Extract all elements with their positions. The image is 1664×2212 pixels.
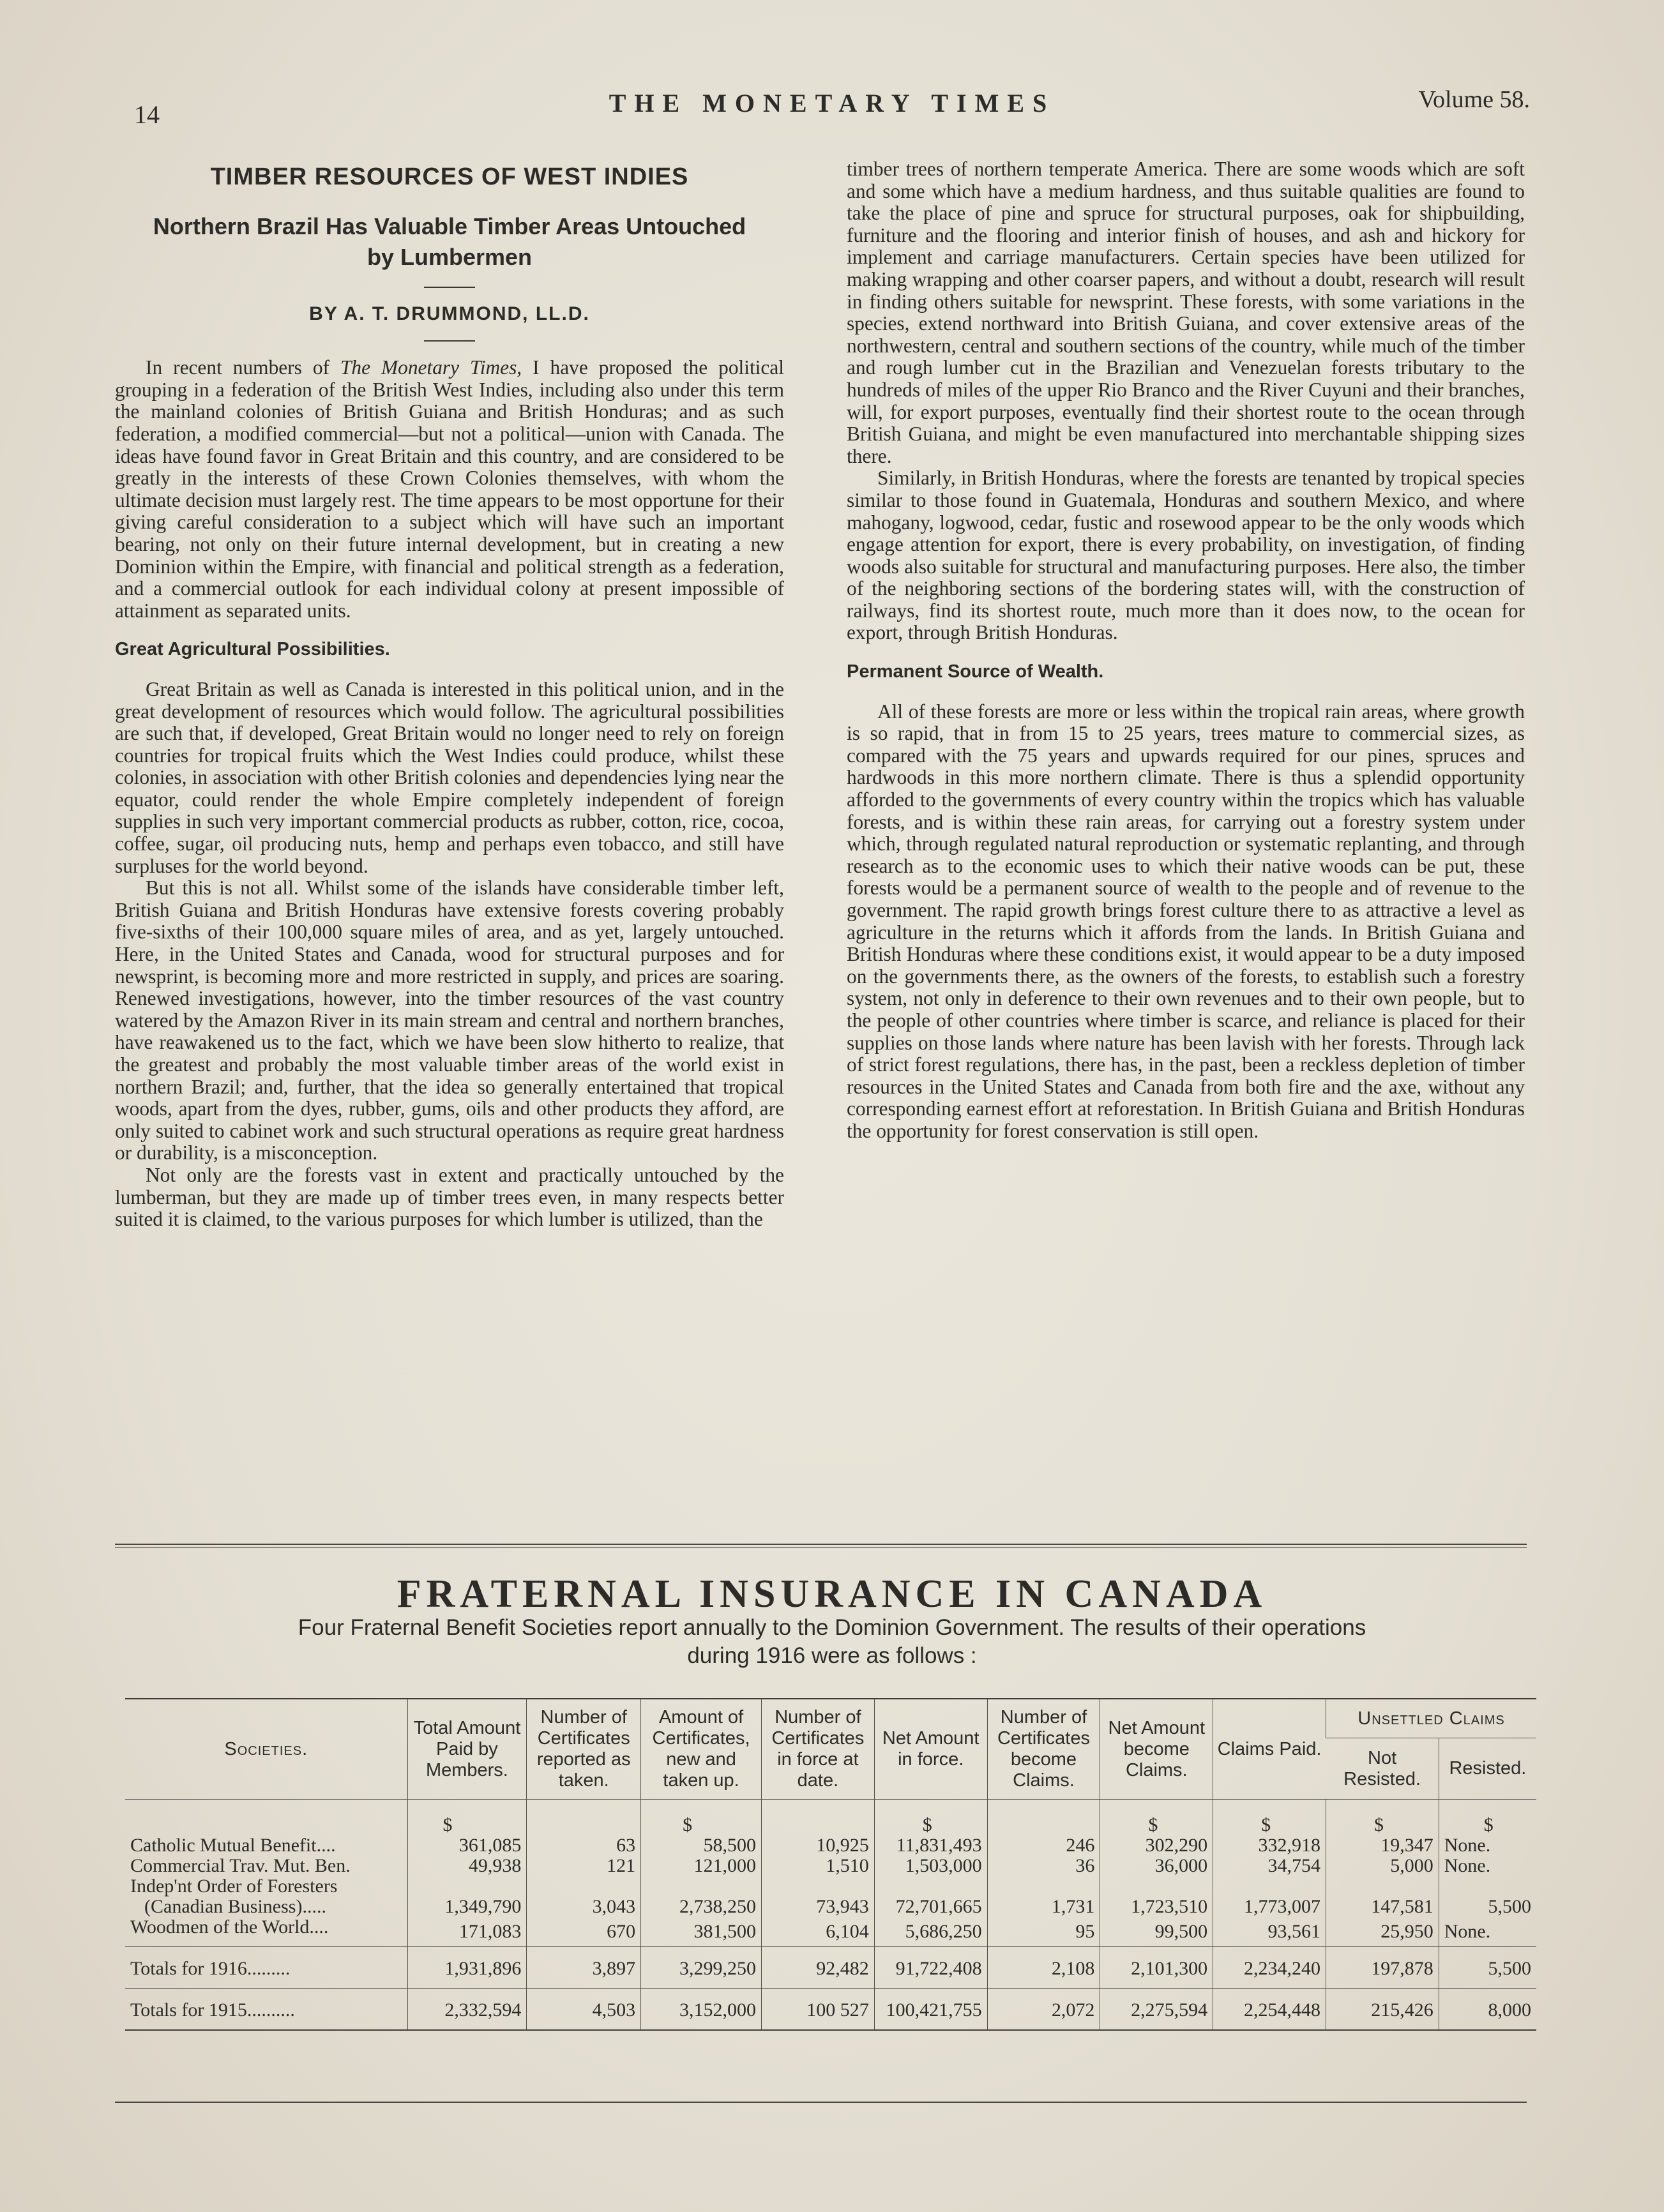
currency-symbol: $ (874, 1800, 987, 1836)
cell-resisted: None. (1439, 1856, 1536, 1876)
cell-num-claims: 1,731 (987, 1897, 1100, 1917)
cell-total-paid: 2,332,594 (407, 1989, 527, 2031)
cell-net-claims: 2,101,300 (1100, 1947, 1213, 1989)
currency-blank (761, 1800, 874, 1836)
cell-num-force: 6,104 (761, 1917, 874, 1947)
article-left-column (115, 158, 784, 1231)
cell-net-claims: 2,275,594 (1100, 1989, 1213, 2031)
cell-num-claims: 36 (987, 1856, 1100, 1876)
table-row (125, 1876, 1536, 1897)
page-number: 14 (134, 100, 160, 129)
paragraph-permanent-wealth: All of these forests are more or less within the tropical rain areas, where growth is so rapid, that in from 15 to 25 years, trees mature to commercial sizes, as compared with the 75 years and upwards required for our pines, spruces and hardwoods in this more northern climate. There is thus a splendid opportunity afforded to the governments of every country within the tropics which has valuable forests, and is within these rain areas, for carrying out a forestry system under which, through regulated natural reproduction or systematic replanting, and through research as to the economic uses to which their native woods can be put, these forests would be a permanent source of wealth to the people and of revenue to the government. The rapid growth brings forest culture there to as attractive a level as agriculture in the returns which it affords from the lands. In British Guiana and British Honduras where these conditions exist, it would appear to be a duty imposed on the governments there, as the owners of the forests, to establish such a forestry system, not only in deference to their own revenues and to their own people, but to the people of other countries where timber is scarce, and reliance is placed for their supplies on those lands where nature has been lavish with her forests. Through lack of strict forest regulations, there has, in the past, been a reckless depletion of timber resources in the United States and Canada from both fire and the axe, without any corresponding earnest effort at reforestation. In British Guiana and British Honduras the opportunity for forest conservation is still open. (847, 700, 1525, 1142)
cell-num-taken: 3,897 (527, 1947, 641, 1989)
section-heading-agricultural: Great Agricultural Possibilities. (115, 639, 390, 660)
cell-total-paid: 361,085 (407, 1835, 527, 1856)
currency-row (125, 1800, 1536, 1836)
totals-label: Totals for 1916......... (125, 1947, 407, 1989)
cell-not-resisted: 197,878 (1326, 1947, 1439, 1989)
currency-blank (987, 1800, 1100, 1836)
cell-claims-paid: 1,773,007 (1213, 1897, 1326, 1917)
cell-claims-paid: 93,561 (1213, 1917, 1326, 1947)
cell-claims-paid: 34,754 (1213, 1856, 1326, 1876)
volume-label: Volume 58. (1418, 86, 1530, 113)
cell-resisted: 8,000 (1439, 1989, 1536, 2031)
cell-num-claims: 246 (987, 1835, 1100, 1856)
cell-num-force: 92,482 (761, 1947, 874, 1989)
society-name: Catholic Mutual Benefit.... (130, 1835, 336, 1856)
table-row (125, 1835, 1536, 1856)
currency-blank (527, 1800, 641, 1836)
fraternal-subtitle-line-2: during 1916 were as follows : (687, 1643, 977, 1668)
cell-claims-paid (1213, 1876, 1326, 1897)
section-heading-wealth: Permanent Source of Wealth. (847, 661, 1104, 682)
cell-amount (641, 1876, 762, 1897)
table-row (125, 1917, 1536, 1947)
paragraph-british-honduras: Similarly, in British Honduras, where the forests are tenanted by tropical species similar to those found in Guatemala, Honduras and southern Mexico, and where mahogany, logwood, cedar, fustic and rosewood appear to be the only woods which engage attention for export, there is every probability, on investigation, of finding woods also suitable for structural and manufacturing purposes. Here also, the timber of the neighboring sections of the bordering states will, with the construction of railways, find its shortest route, much more than it does now, to the ocean for export, through British Honduras. (847, 467, 1525, 644)
article-subtitle: Northern Brazil Has Valuable Timber Areas Untouched by Lumbermen (153, 213, 746, 270)
cell-amount: 2,738,250 (641, 1897, 762, 1917)
cell-resisted (1439, 1876, 1536, 1897)
cell-total-paid (407, 1876, 527, 1897)
fraternal-insurance-table (125, 1698, 1536, 2031)
col-header-net-force: Net Amount in force. (874, 1699, 987, 1800)
col-header-num-claims: Number of Certificates become Claims. (987, 1699, 1100, 1800)
bottom-rule (115, 2102, 1527, 2103)
cell-amount: 121,000 (641, 1856, 762, 1876)
intro-text-b: I have proposed the political grouping in a federation of the British West Indies, including also under this term the mainland colonies of British Guiana and British Honduras; and as such federation, a modified commercial—but not a political—union with Canada. The ideas have found favor in Great Britain and this country, and are considered to be greatly in the interests of these Crown Colonies themselves, with whom the ultimate decision must largely rest. The time appears to be most opportune for their giving careful consideration to a subject which will have such an important bearing, not only on their future internal development, but in creating a new Dominion within the Empire, with financial and political strength as a federation, and a commercial outlook for each individual colony at present impossible of attainment as separated units. (115, 356, 784, 622)
intro-text-a: In recent numbers of (146, 356, 340, 379)
cell-amount: 381,500 (641, 1917, 762, 1947)
cell-net-force: 1,503,000 (874, 1856, 987, 1876)
currency-symbol: $ (1213, 1800, 1326, 1836)
article-right-column (847, 158, 1525, 1143)
cell-num-force: 73,943 (761, 1897, 874, 1917)
cell-not-resisted: 215,426 (1326, 1989, 1439, 2031)
table-row (125, 1856, 1536, 1876)
cell-num-taken: 121 (527, 1856, 641, 1876)
article-title: TIMBER RESOURCES OF WEST INDIES (210, 163, 689, 190)
cell-net-force: 72,701,665 (874, 1897, 987, 1917)
cell-num-taken (527, 1876, 641, 1897)
totals-label: Totals for 1915.......... (125, 1989, 407, 2031)
cell-num-taken: 3,043 (527, 1897, 641, 1917)
cell-num-claims (987, 1876, 1100, 1897)
currency-symbol: $ (1439, 1800, 1536, 1836)
article-byline: BY A. T. DRUMMOND, LL.D. (309, 303, 590, 324)
cell-num-taken: 670 (527, 1917, 641, 1947)
cell-net-force: 5,686,250 (874, 1917, 987, 1947)
cell-amount: 58,500 (641, 1835, 762, 1856)
cell-net-claims: 1,723,510 (1100, 1897, 1213, 1917)
cell-num-taken: 4,503 (527, 1989, 641, 2031)
cell-resisted: None. (1439, 1917, 1536, 1947)
col-header-unsettled-claims: Unsettled Claims (1326, 1699, 1536, 1738)
cell-resisted: 5,500 (1439, 1897, 1536, 1917)
cell-num-taken: 63 (527, 1835, 641, 1856)
intro-paragraph (115, 357, 784, 622)
cell-not-resisted (1326, 1876, 1439, 1897)
cell-claims-paid: 332,918 (1213, 1835, 1326, 1856)
cell-not-resisted: 147,581 (1326, 1897, 1439, 1917)
cell-net-claims: 36,000 (1100, 1856, 1213, 1876)
cell-net-force: 91,722,408 (874, 1947, 987, 1989)
cell-total-paid: 171,083 (407, 1917, 527, 1947)
paragraph-timber-trees: timber trees of northern temperate America. There are some woods which are soft and some which have a medium hardness, and thus suitable qualities are found to take the place of pine and spruce for structural purposes, oak for shipbuilding, furniture and the flooring and interior finish of houses, and ash and hickory for implement and carriage manufacturers. Certain species have been utilized for making wrapping and other coarser papers, and without a doubt, research will result in finding others suitable for newsprint. These forests, with some variations in the species, extend northward into British Guiana, and cover extensive areas of the northwestern, central and southern sections of the country, while much of the timber and rough lumber cut in the Brazilian and Venezuelan forests tributary to the hundreds of miles of the upper Rio Branco and the River Cuyuni and their branches, will, for export purposes, eventually find their shortest route to the ocean through British Guiana, and might be even manufactured into merchantable shipping sizes there. (847, 158, 1525, 467)
journal-title: THE MONETARY TIMES (609, 89, 1055, 117)
cell-net-force: 11,831,493 (874, 1835, 987, 1856)
cell-num-force (761, 1876, 874, 1897)
col-header-net-claims: Net Amount become Claims. (1100, 1699, 1213, 1800)
cell-num-force: 1,510 (761, 1856, 874, 1876)
section-divider (115, 1544, 1527, 1548)
cell-num-force: 10,925 (761, 1835, 874, 1856)
paragraph-agricultural: Great Britain as well as Canada is interested in this political union, and in the great development of resources which would follow. The agricultural possibilities are such that, if developed, Great Britain would no longer need to rely on foreign countries for tropical fruits which the West Indies could produce, whilst these colonies, in association with other British colonies and dependencies lying near the equator, could render the whole Empire completely independent of foreign supplies in such very important commercial products as rubber, cotton, rice, cocoa, coffee, sugar, oil producing nuts, hemp and perhaps even tobacco, and still have surpluses for the world beyond. (115, 677, 784, 877)
col-header-claims-paid: Claims Paid. (1213, 1699, 1326, 1800)
cell-net-claims: 99,500 (1100, 1917, 1213, 1947)
cell-net-claims (1100, 1876, 1213, 1897)
table-row (125, 1897, 1536, 1917)
totals-row-1916 (125, 1947, 1536, 1989)
cell-amount: 3,299,250 (641, 1947, 762, 1989)
col-header-num-cert-taken: Number of Certificates reported as taken. (527, 1699, 641, 1800)
cell-net-force (874, 1876, 987, 1897)
paragraph-forests-untouched: Not only are the forests vast in extent and practically untouched by the lumberman, but they are made up of timber trees even, in many respects better suited it is claimed, to the various purposes for which lumber is utilized, than the (115, 1163, 784, 1231)
cell-net-force: 100,421,755 (874, 1989, 987, 2031)
society-name: Commercial Trav. Mut. Ben. (130, 1855, 351, 1876)
col-header-not-resisted: Not Resisted. (1326, 1738, 1439, 1800)
fraternal-subtitle (128, 1614, 1536, 1670)
intro-publication-name: The Monetary Times, (340, 356, 522, 379)
cell-not-resisted: 5,000 (1326, 1856, 1439, 1876)
totals-row-1915 (125, 1989, 1536, 2031)
cell-num-force: 100 527 (761, 1989, 874, 2031)
cell-num-claims: 95 (987, 1917, 1100, 1947)
currency-symbol: $ (1326, 1800, 1439, 1836)
cell-total-paid: 1,349,790 (407, 1897, 527, 1917)
fraternal-title: FRATERNAL INSURANCE IN CANADA (397, 1572, 1267, 1616)
cell-claims-paid: 2,254,448 (1213, 1989, 1326, 2031)
cell-claims-paid: 2,234,240 (1213, 1947, 1326, 1989)
cell-num-claims: 2,108 (987, 1947, 1100, 1989)
col-header-resisted: Resisted. (1439, 1738, 1536, 1800)
cell-total-paid: 49,938 (407, 1856, 527, 1876)
page-header (134, 82, 1530, 129)
cell-resisted: 5,500 (1439, 1947, 1536, 1989)
society-name: Woodmen of the World.... (130, 1916, 329, 1937)
society-name: Indep'nt Order of Foresters (130, 1876, 338, 1897)
currency-symbol: $ (407, 1800, 527, 1836)
subtitle-rule (424, 287, 475, 288)
currency-blank (125, 1800, 407, 1836)
cell-not-resisted: 25,950 (1326, 1917, 1439, 1947)
col-header-amount-cert: Amount of Certificates, new and taken up. (641, 1699, 762, 1800)
cell-net-claims: 302,290 (1100, 1835, 1213, 1856)
society-name: (Canadian Business)..... (144, 1896, 326, 1917)
cell-num-claims: 2,072 (987, 1989, 1100, 2031)
cell-total-paid: 1,931,896 (407, 1947, 527, 1989)
cell-not-resisted: 19,347 (1326, 1835, 1439, 1856)
col-header-num-cert-force: Number of Certificates in force at date. (761, 1699, 874, 1800)
byline-rule (424, 340, 475, 342)
col-header-societies: Societies. (125, 1699, 407, 1800)
currency-symbol: $ (1100, 1800, 1213, 1836)
fraternal-subtitle-line-1: Four Fraternal Benefit Societies report annually to the Dominion Government. The results of their operations (298, 1615, 1366, 1640)
cell-amount: 3,152,000 (641, 1989, 762, 2031)
paragraph-timber-left: But this is not all. Whilst some of the islands have considerable timber left, British Guiana and British Honduras have extensive forests covering probably five-sixths of their 100,000 square miles of area, and as yet, largely untouched. Here, in the United States and Canada, wood for structural purposes and for newsprint, is becoming more and more restricted in supply, and prices are soaring. Renewed investigations, however, into the timber resources of the vast country watered by the Amazon River in its main stream and central and northern branches, have reawakened us to the fact, which we have been slow hitherto to realize, that the greatest and probably the most valuable timber areas of the world exist in northern Brazil; and, further, that the idea so generally entertained that tropical woods, apart from the dyes, rubber, gums, oils and other products they afford, are only suited to cabinet work and such structural operations as require great hardness or durability, is a misconception. (115, 877, 784, 1164)
col-header-total-paid: Total Amount Paid by Members. (407, 1699, 527, 1800)
currency-symbol: $ (641, 1800, 762, 1836)
cell-resisted: None. (1439, 1835, 1536, 1856)
